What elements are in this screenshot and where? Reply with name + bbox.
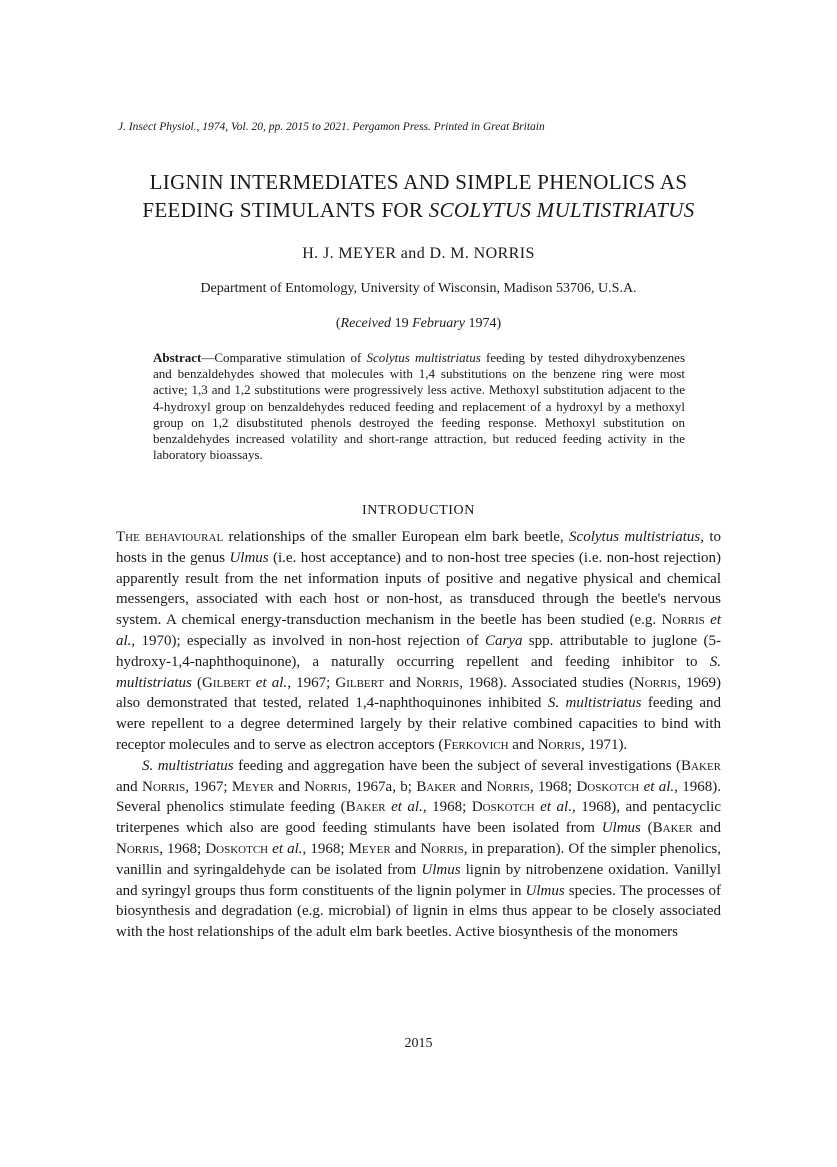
section-heading: INTRODUCTION — [362, 503, 475, 518]
title-line-1: LIGNIN INTERMEDIATES AND SIMPLE PHENOLICS AS — [149, 170, 688, 194]
page-number: 2015 — [404, 1036, 433, 1051]
abstract: Abstract—Comparative stimulation of Scolytus multistriatus feeding by tested dihydroxybenzenes and benzaldehydes showed that molecules with 1,4 substitutions on the benzene ring were most active; 1,3 and 1,2 substitutions were progressively less active. Methoxyl substitution adjacent to the 4-hydroxyl group on benzaldehydes reduced feeding and replacement of a hydroxyl by a methoxyl group on 1,2 disubstituted phenols destroyed the feeding response. Methoxyl substitution on benzaldehydes increased volatility and short-range attraction, but reduced feeding activity in the laboratory bioassays. — [153, 350, 686, 463]
abstract-label: Abstract — [153, 350, 202, 365]
title-line-2: FEEDING STIMULANTS FOR — [142, 198, 429, 222]
affiliation: Department of Entomology, University of Wisconsin, Madison 53706, U.S.A. — [200, 281, 637, 296]
body-text — [116, 527, 721, 943]
journal-citation: J. Insect Physiol., 1974, Vol. 20, pp. 2015 to 2021. Pergamon Press. Printed in Great Britain — [118, 121, 545, 133]
authors: H. J. MEYER and D. M. NORRIS — [302, 245, 535, 262]
article-title — [110, 168, 727, 224]
title-species: SCOLYTUS MULTISTRIATUS — [428, 198, 695, 222]
paragraph: The behavioural relationships of the smaller European elm bark beetle, Scolytus multistriatus, to hosts in the genus Ulmus (i.e. host acceptance) and to non-host tree species (i.e. non-host rejection) apparently result from the net information inputs of positive and negative physical and chemical messengers, associated with each host or non-host, as transduced through the beetle's nervous system. A chemical energy-transduction mechanism in the beetle has been studied (e.g. Norris et al., 1970); especially as involved in non-host rejection of Carya spp. attributable to juglone (5-hydroxy-1,4-naphthoquinone), a naturally occurring repellent and feeding inhibitor to S. multistriatus (Gilbert et al., 1967; Gilbert and Norris, 1968). Associated studies (Norris, 1969) also demonstrated that tested, related 1,4-naphthoquinones inhibited S. multistriatus feeding and were repellent to a degree determined largely by their relative combined capacities to bind with receptor molecules and to serve as electron acceptors (Ferkovich and Norris, 1971). — [116, 529, 721, 753]
received-date: (Received 19 February 1974) — [335, 316, 502, 331]
paragraph: S. multistriatus feeding and aggregation have been the subject of several investigations (Baker and Norris, 1967; Meyer and Norris, 1967a, b; Baker and Norris, 1968; Doskotch et al., 1968). Several phenolics stimulate feeding (Baker et al., 1968; Doskotch et al., 1968), and pentacyclic triterpenes which also are good feeding stimulants have been isolated from Ulmus (Baker and Norris, 1968; Doskotch et al., 1968; Meyer and Norris, in preparation). Of the simpler phenolics, vanillin and syringaldehyde can be isolated from Ulmus lignin by nitrobenzene oxidation. Vanillyl and syringyl groups thus form constituents of the lignin polymer in Ulmus species. The processes of biosynthesis and degradation (e.g. microbial) of lignin in elms thus appear to be closely associated with the host relationships of the adult elm bark beetles. Active biosynthesis of the monomers — [116, 757, 721, 941]
